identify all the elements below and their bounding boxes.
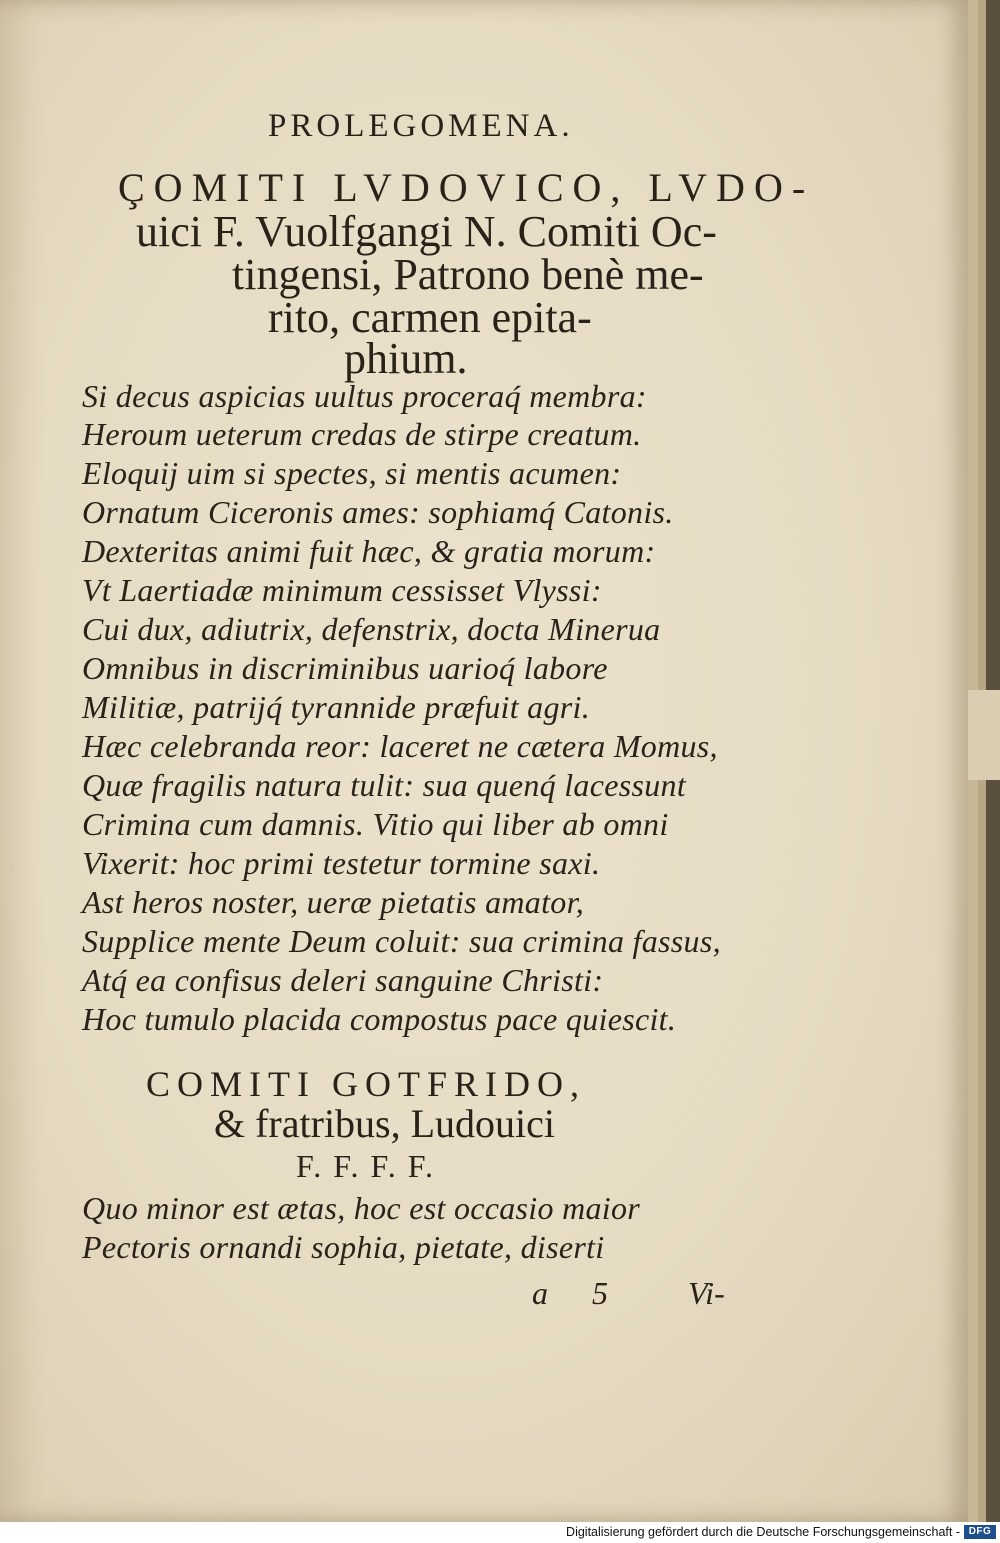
- section-line: F. F. F. F.: [296, 1148, 435, 1184]
- section-heading: COMITI GOTFRIDO,: [146, 1064, 586, 1104]
- verse-line: Ornatum Ciceronis ames: sophiamq́ Catonis.: [82, 494, 674, 530]
- footer-bar: [0, 1522, 1000, 1543]
- title-line: tingensi, Patrono benè me-: [232, 250, 704, 299]
- section-subheading: & fratribus, Ludouici: [214, 1101, 556, 1146]
- verse-line: Eloquij uim si spectes, si mentis acumen:: [82, 455, 622, 491]
- verse-line: Atq́ ea confisus deleri sanguine Christi:: [82, 962, 604, 998]
- verse-line: Ast heros noster, ueræ pietatis amator,: [82, 884, 585, 920]
- verse-line: Quo minor est ætas, hoc est occasio maior: [82, 1190, 641, 1226]
- signature-mark: a 5: [532, 1275, 626, 1311]
- title-line: ÇOMITI LVDOVICO, LVDO-: [118, 165, 815, 210]
- verse-line: Si decus aspicias uultus proceraq́ membra:: [82, 378, 647, 414]
- verse-line: Hoc tumulo placida compostus pace quiescit.: [82, 1001, 677, 1037]
- footer-credit: Digitalisierung gefördert durch die Deutsche Forschungsgemeinschaft -: [566, 1525, 960, 1539]
- verse-line: Omnibus in discriminibus uarioq́ labore: [82, 650, 608, 686]
- verse-line: Militiæ, patrijq́ tyrannide præfuit agri.: [82, 689, 591, 725]
- catchword: Vi-: [688, 1275, 725, 1311]
- verse-line: Dexteritas animi fuit hæc, & gratia morum:: [82, 533, 656, 569]
- verse-line: Supplice mente Deum coluit: sua crimina fassus,: [82, 923, 721, 959]
- dfg-logo: DFG: [964, 1525, 996, 1539]
- verse-line: Vixerit: hoc primi testetur tormine saxi.: [82, 845, 601, 881]
- verse-line: Vt Laertiadæ minimum cessisset Vlyssi:: [82, 572, 602, 608]
- verse-line: Hæc celebranda reor: laceret ne cætera Momus,: [82, 728, 718, 764]
- verse-line: Heroum ueterum credas de stirpe creatum.: [82, 416, 642, 452]
- title-line: uici F. Vuolfgangi N. Comiti Oc-: [136, 207, 717, 256]
- verse-line: Quæ fragilis natura tulit: sua quenq́ lacessunt: [82, 767, 687, 803]
- verse-line: Cui dux, adiutrix, defenstrix, docta Minerua: [82, 611, 661, 647]
- verse-line: Crimina cum damnis. Vitio qui liber ab omni: [82, 806, 669, 842]
- title-line: phium.: [344, 334, 468, 383]
- running-header: PROLEGOMENA.: [268, 108, 574, 144]
- verse-line: Pectoris ornandi sophia, pietate, diserti: [82, 1229, 605, 1265]
- title-line: rito, carmen epita-: [268, 293, 592, 342]
